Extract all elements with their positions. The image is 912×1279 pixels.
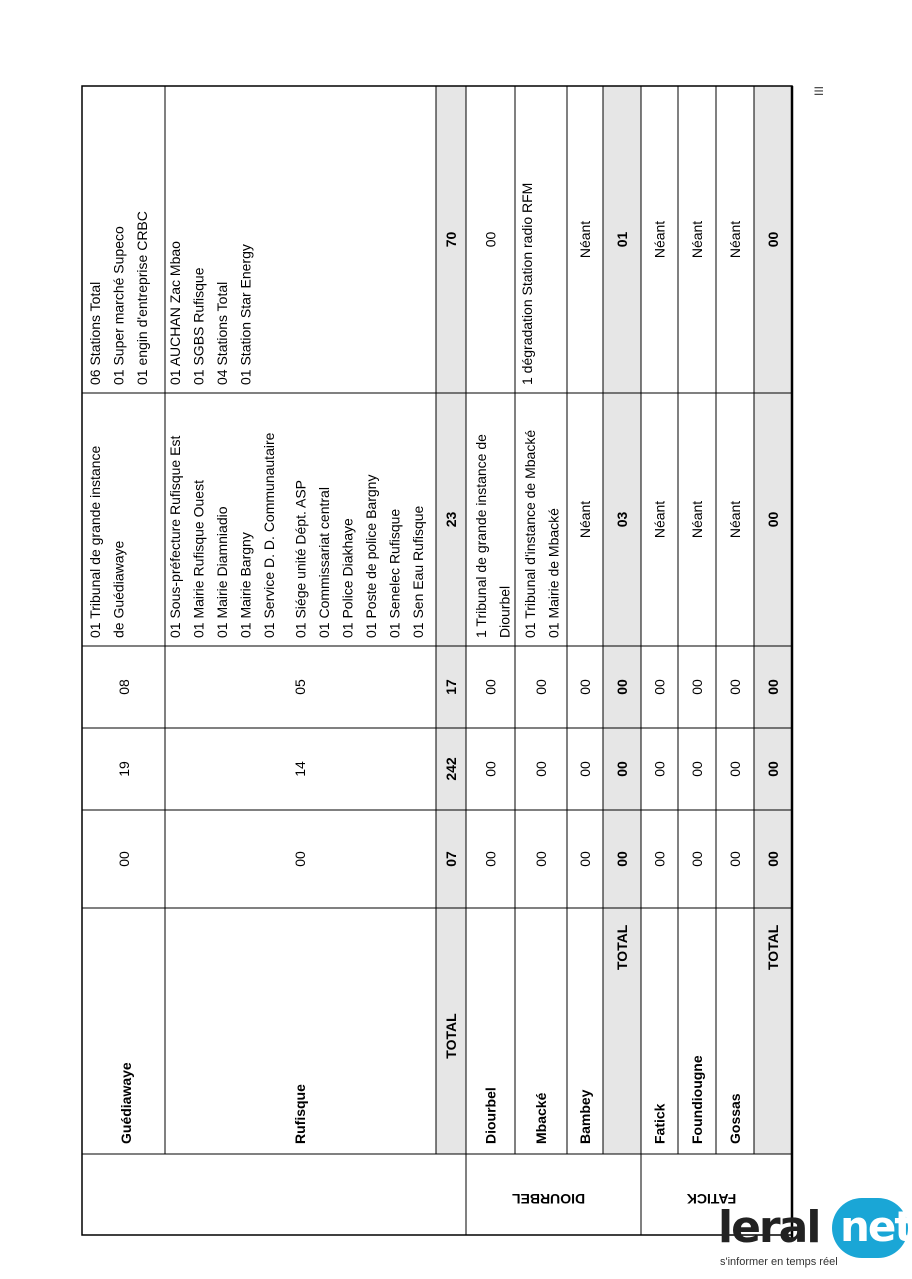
count-cell: 00 (533, 679, 549, 695)
buildings-cell: 01 Siége unité Dépt. ASP (292, 480, 309, 638)
count-cell: 00 (727, 679, 743, 695)
other-cell: 04 Stations Total (214, 281, 230, 385)
count-cell: 00 (292, 851, 308, 867)
department-name: Fatick (651, 1103, 668, 1144)
count-cell: 00 (765, 761, 781, 777)
buildings-cell: 01 Poste de police Bargny (363, 474, 379, 638)
count-cell: 00 (577, 851, 593, 867)
count-cell: 00 (651, 851, 668, 867)
region-name: FATICK (686, 1191, 737, 1207)
buildings-cell: 01 Senelec Rufisque (386, 508, 403, 638)
buildings-cell: 01 Mairie Rufisque Ouest (190, 480, 207, 638)
buildings-cell: 01 Mairie de Mbacké (545, 508, 562, 638)
count-cell: 00 (765, 679, 781, 695)
department-name: Foundiougne (689, 1055, 705, 1144)
department-name: Bambey (577, 1089, 593, 1144)
total-label: TOTAL (765, 924, 781, 970)
count-cell: 14 (292, 761, 308, 777)
count-cell: 00 (614, 851, 630, 867)
total-label: TOTAL (443, 1013, 459, 1059)
buildings-cell: Néant (577, 500, 593, 539)
leral-net-logo (712, 1196, 912, 1276)
count-cell: 00 (651, 761, 668, 777)
buildings-cell: 01 Mairie Diamniadio (214, 506, 230, 638)
buildings-cell: 03 (614, 511, 630, 528)
count-cell: 17 (443, 679, 459, 695)
other-cell: 01 Super marché Supeco (110, 226, 127, 385)
department-name: Diourbel (482, 1087, 499, 1144)
count-cell: 07 (443, 851, 459, 867)
logo-net: net (840, 1202, 912, 1251)
buildings-cell: Néant (651, 500, 668, 539)
other-cell: 01 (614, 231, 630, 248)
buildings-cell: Néant (727, 500, 743, 539)
count-cell: 00 (689, 679, 705, 695)
count-cell: 00 (577, 761, 593, 777)
other-cell: 1 dégradation Station radio RFM (519, 182, 535, 385)
other-cell: 01 AUCHAN Zac Mbao (167, 241, 183, 385)
count-cell: 00 (689, 761, 705, 777)
logo-tagline: s'informer en temps réel (720, 1256, 838, 1268)
other-cell: Néant (727, 220, 743, 259)
department-name: Gossas (727, 1093, 743, 1144)
buildings-cell: 01 Sous-préfecture Rufisque Est (167, 435, 183, 638)
region-name: DIOURBEL (511, 1191, 586, 1207)
buildings-cell: Néant (689, 500, 705, 539)
count-cell: 00 (765, 851, 781, 867)
count-cell: 00 (727, 761, 743, 777)
count-cell: 00 (614, 679, 630, 695)
buildings-cell: 23 (443, 511, 459, 528)
count-cell: 00 (482, 761, 499, 777)
buildings-cell: 1 Tribunal de grande instance de (473, 434, 489, 638)
count-cell: 00 (533, 761, 549, 777)
total-label: TOTAL (614, 924, 630, 970)
count-cell: 19 (116, 761, 132, 777)
buildings-cell: 01 Sen Eau Rufisque (410, 505, 426, 638)
buildings-cell: 01 Police Diakhaye (339, 518, 356, 638)
other-cell: Néant (651, 220, 668, 259)
count-cell: 00 (727, 851, 743, 867)
count-cell: 00 (651, 679, 668, 695)
count-cell: 00 (614, 761, 630, 777)
count-cell: 00 (116, 851, 132, 867)
other-cell: 00 (482, 231, 499, 248)
buildings-cell: 00 (765, 511, 781, 528)
count-cell: 242 (443, 757, 459, 781)
other-cell: 01 engin d'entreprise CRBC (134, 211, 150, 385)
other-cell: Néant (689, 220, 705, 259)
count-cell: 00 (482, 851, 499, 867)
other-cell: 01 Station Star Energy (237, 244, 254, 385)
other-cell: 06 Stations Total (87, 281, 103, 385)
department-name: Guédiawaye (118, 1062, 134, 1144)
count-cell: 00 (577, 679, 593, 695)
buildings-cell: 01 Service D. D. Communautaire (261, 432, 277, 638)
buildings-cell: 01 Commissariat central (316, 487, 332, 638)
buildings-cell: de Guédiawaye (110, 540, 127, 638)
other-cell: 00 (765, 231, 781, 248)
count-cell: 05 (292, 679, 308, 695)
page-marker: III (812, 86, 826, 97)
buildings-cell: 01 Mairie Bargny (237, 532, 254, 638)
department-name: Mbacké (533, 1092, 549, 1144)
other-cell: 01 SGBS Rufisque (190, 267, 207, 385)
buildings-cell: 01 Tribunal d'instance de Mbacké (522, 429, 538, 638)
logo-word: leral (718, 1202, 820, 1253)
department-name: Rufisque (292, 1084, 308, 1144)
buildings-cell: Diourbel (496, 585, 513, 638)
buildings-cell: 01 Tribunal de grande instance (87, 445, 103, 638)
count-cell: 00 (482, 679, 499, 695)
count-cell: 00 (533, 851, 549, 867)
other-cell: Néant (577, 220, 593, 259)
other-cell: 70 (443, 231, 459, 248)
count-cell: 00 (689, 851, 705, 867)
count-cell: 08 (116, 679, 132, 695)
